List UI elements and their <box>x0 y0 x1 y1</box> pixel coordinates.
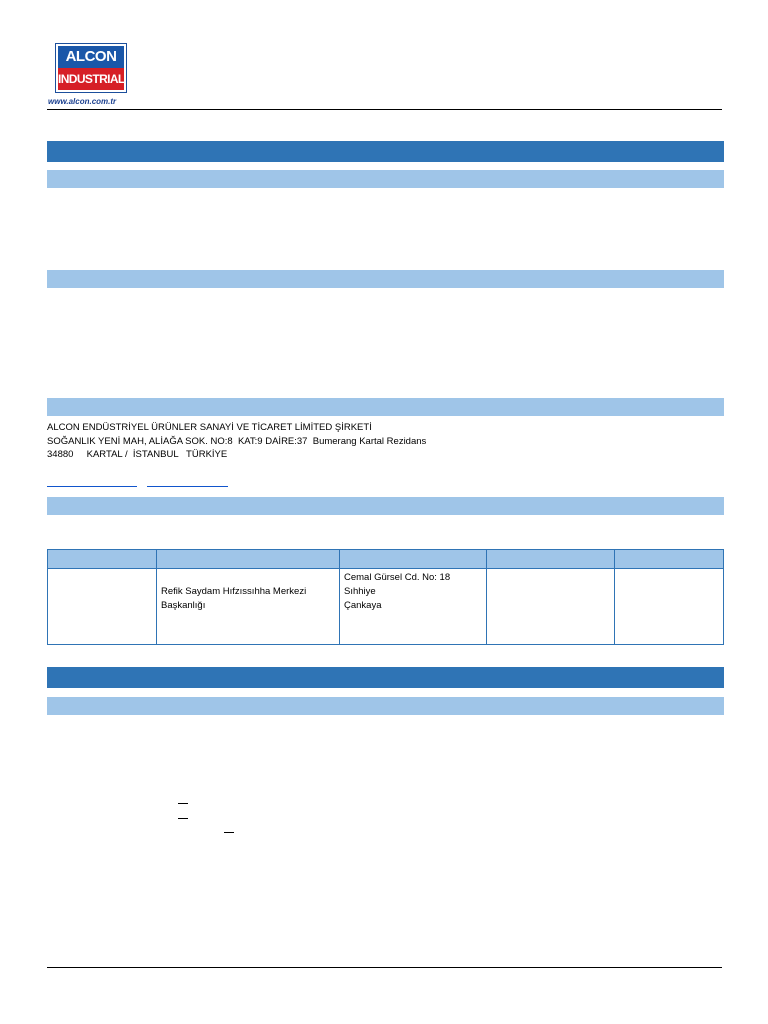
emergency-contact-table <box>47 549 724 645</box>
table-header-cell <box>340 550 487 569</box>
address-line: Sıhhiye <box>344 586 376 597</box>
table-cell <box>487 569 615 645</box>
table-header-row <box>48 550 724 569</box>
logo-bottom-text: INDUSTRIAL <box>58 68 124 90</box>
institution-name: Refik Saydam Hıfzıssıhha Merkezi Başkanlığı <box>161 586 307 611</box>
dash-mark <box>178 818 188 819</box>
section-1-3-subtitle-bar <box>47 398 724 416</box>
section-2-title-bar <box>47 667 724 688</box>
phone-link[interactable] <box>47 486 137 487</box>
company-logo <box>55 43 127 93</box>
company-name: ALCON ENDÜSTRİYEL ÜRÜNLER SANAYİ VE TİCARET LİMİTED ŞİRKETİ <box>47 422 372 433</box>
section-1-2-subtitle-bar <box>47 270 724 288</box>
footer-divider <box>47 967 722 968</box>
institution-address <box>340 569 486 615</box>
table-cell <box>157 569 340 645</box>
company-city-line: 34880 KARTAL / İSTANBUL TÜRKİYE <box>47 449 228 460</box>
company-street-address: SOĞANLIK YENİ MAH, ALİAĞA SOK. NO:8 KAT:9 DAİRE:37 Bumerang Kartal Rezidans <box>47 435 427 447</box>
table-cell <box>615 569 724 645</box>
table-header-cell <box>615 550 724 569</box>
table-header-cell <box>157 550 340 569</box>
table-cell <box>48 569 157 645</box>
table-row <box>48 569 724 645</box>
company-address-block <box>47 421 426 462</box>
website-url[interactable]: www.alcon.com.tr <box>48 97 117 106</box>
section-2-1-subtitle-bar <box>47 697 724 715</box>
section-1-1-subtitle-bar <box>47 170 724 188</box>
address-line: Çankaya <box>344 600 382 611</box>
section-1-4-subtitle-bar <box>47 497 724 515</box>
table-header-cell <box>487 550 615 569</box>
header-divider <box>47 109 722 110</box>
table-header-cell <box>48 550 157 569</box>
section-1-title-bar <box>47 141 724 162</box>
email-link[interactable] <box>147 486 228 487</box>
dash-mark <box>178 803 188 804</box>
address-line: Cemal Gürsel Cd. No: 18 <box>344 572 451 583</box>
dash-mark <box>224 832 234 833</box>
logo-top-text: ALCON <box>58 46 124 68</box>
table-cell <box>340 569 487 645</box>
